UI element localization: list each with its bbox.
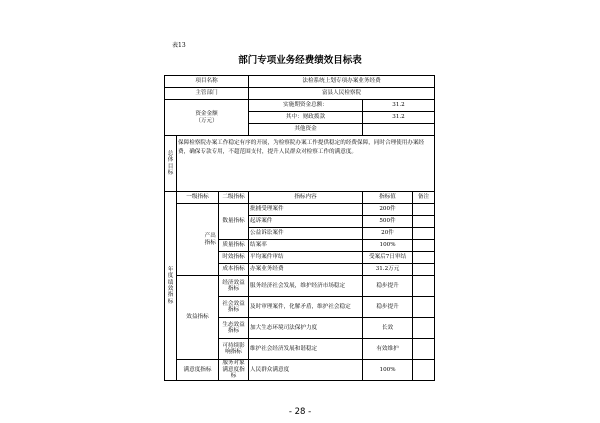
row-dept bbox=[165, 88, 435, 100]
indicator-note bbox=[413, 252, 435, 264]
indicator-value: 500件 bbox=[363, 216, 413, 228]
header-content: 指标内容 bbox=[249, 192, 363, 204]
ecological-benefit-label: 生态效益指标 bbox=[219, 318, 249, 339]
quantity-indicator-label: 数量指标 bbox=[219, 204, 249, 240]
other-fund-value bbox=[363, 124, 435, 136]
indicator-note bbox=[413, 264, 435, 276]
indicator-content: 平均案件审结 bbox=[249, 252, 363, 264]
indicator-value: 稳步提升 bbox=[363, 297, 413, 318]
header-level1: 一级指标 bbox=[177, 192, 219, 204]
annual-indicators-label: 年度绩效指标 bbox=[165, 192, 177, 381]
performance-table bbox=[164, 75, 435, 381]
header-value: 指标值 bbox=[363, 192, 413, 204]
indicator-note bbox=[413, 228, 435, 240]
indicator-note bbox=[413, 360, 435, 381]
indicator-note bbox=[413, 297, 435, 318]
total-fund-label: 实施期资金总额： bbox=[249, 100, 363, 112]
overall-goal-text: 保障检察院办案工作稳定有序的开展，为检察院办案工作提供稳定的经费保障，同时合理使用办案经费，确保专款专用，不超范围支付，提升人民群众对检察工作的满意度。 bbox=[177, 136, 435, 192]
indicator-value: 受案后7日审结 bbox=[363, 252, 413, 264]
indicator-content: 维护社会经济发展和谐稳定 bbox=[249, 339, 363, 360]
indicator-note bbox=[413, 204, 435, 216]
dept-value: 富县人民检察院 bbox=[249, 88, 435, 100]
header-note: 备注 bbox=[413, 192, 435, 204]
satisfaction-indicator-label: 满意度指标 bbox=[177, 360, 219, 381]
indicator-content: 人民群众满意度 bbox=[249, 360, 363, 381]
indicator-value: 31.2万元 bbox=[363, 264, 413, 276]
indicator-value: 有效维护 bbox=[363, 339, 413, 360]
indicator-content: 及时审理案件，化解矛盾，维护社会稳定 bbox=[249, 297, 363, 318]
fiscal-fund-value: 31.2 bbox=[363, 112, 435, 124]
project-name-value: 法检系统上划专项办案业务经费 bbox=[249, 76, 435, 88]
fund-amount-label: 资金金额 （万元） bbox=[165, 100, 249, 136]
indicator-value: 200件 bbox=[363, 204, 413, 216]
table-row bbox=[165, 204, 435, 216]
row-indicator-header bbox=[165, 192, 435, 204]
indicator-value: 20件 bbox=[363, 228, 413, 240]
indicator-content: 起诉案件 bbox=[249, 216, 363, 228]
row-fund-total bbox=[165, 100, 435, 112]
total-fund-value: 31.2 bbox=[363, 100, 435, 112]
fiscal-fund-label: 其中：财政拨款 bbox=[249, 112, 363, 124]
indicator-note bbox=[413, 339, 435, 360]
indicator-content: 公益诉讼案件 bbox=[249, 228, 363, 240]
time-indicator-label: 时效指标 bbox=[219, 252, 249, 264]
indicator-value: 100% bbox=[363, 360, 413, 381]
page-number: - 28 - bbox=[288, 407, 312, 417]
indicator-content: 结案率 bbox=[249, 240, 363, 252]
indicator-note bbox=[413, 276, 435, 297]
header-level2: 二级指标 bbox=[219, 192, 249, 204]
table-number: 表13 bbox=[172, 42, 186, 49]
indicator-note bbox=[413, 318, 435, 339]
indicator-value: 长效 bbox=[363, 318, 413, 339]
table-row bbox=[165, 276, 435, 297]
service-satisfaction-label: 服务对象满意度指标 bbox=[219, 360, 249, 381]
other-fund-label: 其他资金 bbox=[249, 124, 363, 136]
indicator-content: 服务经济社会发展，维护经济市场稳定 bbox=[249, 276, 363, 297]
indicator-content: 办案业务经费 bbox=[249, 264, 363, 276]
page-title: 部门专项业务经费绩效目标表 bbox=[238, 55, 362, 66]
dept-label: 主管部门 bbox=[165, 88, 249, 100]
indicator-value: 稳步提升 bbox=[363, 276, 413, 297]
indicator-note bbox=[413, 240, 435, 252]
cost-indicator-label: 成本指标 bbox=[219, 264, 249, 276]
indicator-note bbox=[413, 216, 435, 228]
economic-benefit-label: 经济效益指标 bbox=[219, 276, 249, 297]
output-indicator-label: 产出指标 bbox=[203, 204, 219, 276]
overall-goal-label: 总体目标 bbox=[165, 136, 177, 192]
row-overall-goal bbox=[165, 136, 435, 192]
indicator-content: 加大生态环境司法保护力度 bbox=[249, 318, 363, 339]
row-project bbox=[165, 76, 435, 88]
project-name-label: 项目名称 bbox=[165, 76, 249, 88]
table-row bbox=[165, 360, 435, 381]
benefit-indicator-label: 效益指标 bbox=[177, 276, 219, 360]
sustainable-impact-label: 可持续影响指标 bbox=[219, 339, 249, 360]
indicator-value: 100% bbox=[363, 240, 413, 252]
social-benefit-label: 社会效益指标 bbox=[219, 297, 249, 318]
indicator-content: 批捕受理案件 bbox=[249, 204, 363, 216]
quality-indicator-label: 质量指标 bbox=[219, 240, 249, 252]
